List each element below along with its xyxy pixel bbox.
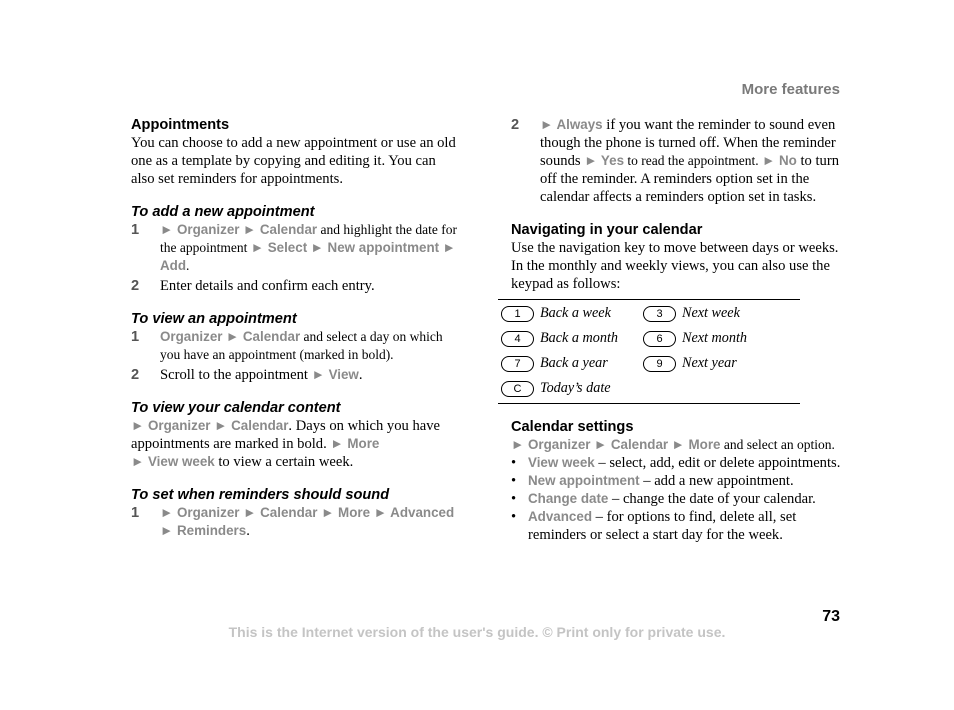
list-item: • Change date – change the date of your calendar. (511, 491, 816, 507)
step-number: 1 (131, 222, 140, 238)
step-text: to read the appointment. (624, 153, 762, 168)
keypad-table (498, 299, 800, 404)
menu-calendar: ► Calendar (225, 329, 301, 344)
menu-more: ► More (321, 505, 371, 520)
page-number: 73 (822, 608, 840, 625)
option-text: – select, add, edit or delete appointments. (594, 455, 841, 471)
calendar-settings-heading: Calendar settings (511, 419, 634, 435)
key-label: Next week (682, 305, 740, 321)
body-text: and select an option. (720, 437, 835, 452)
menu-calendar: ► Calendar (242, 222, 318, 237)
menu-calendar: ► Calendar (593, 437, 669, 452)
option-text: – change the date of your calendar. (608, 491, 816, 507)
calendar-settings-intro (511, 436, 841, 454)
step-text: if you want the reminder to sound even though the phone is turned off. When the reminder sounds (540, 117, 836, 169)
menu-view-week: ► View week (131, 454, 215, 469)
step-number: 1 (131, 505, 140, 521)
menu-more: ► More (671, 437, 721, 452)
add-step-1 (131, 221, 461, 275)
menu-organizer: ► Organizer (160, 222, 240, 237)
appointments-heading: Appointments (131, 117, 230, 133)
key-label: Today’s date (540, 380, 611, 396)
menu-always: ► Always (540, 117, 603, 132)
reminders-heading: To set when reminders should sound (131, 487, 390, 503)
view-step-2 (131, 366, 461, 384)
option-term: Advanced (528, 509, 592, 524)
key-label: Back a week (540, 305, 611, 321)
list-item: • Advanced – for options to find, delete all, set reminders or select a start day for the week. (511, 509, 797, 543)
menu-organizer: ► Organizer (160, 505, 240, 520)
view-step-1 (131, 328, 461, 364)
add-appointment-heading: To add a new appointment (131, 204, 315, 220)
menu-advanced: ► Advanced (373, 505, 455, 520)
menu-calendar: ► Calendar (214, 418, 289, 433)
step-number: 2 (511, 117, 520, 133)
step-text: to turn off the reminder. A reminders option set in the calendar affects a reminders option set in tasks. (540, 153, 839, 205)
key-4: 4 (501, 331, 534, 347)
navigating-body: Use the navigation key to move between days or weeks. In the monthly and weekly views, you can also use the keypad as follows: (511, 240, 839, 292)
menu-view: ► View (311, 367, 359, 382)
key-label: Back a year (540, 355, 608, 371)
step-text: . (358, 367, 363, 383)
appointments-body: You can choose to add a new appointment or use an old one as a template by copying and editing it. You can also set reminders for appointments. (131, 135, 456, 187)
option-text: – for options to find, delete all, set reminders or select a start day for the week. (528, 509, 797, 543)
option-term: Change date (528, 491, 609, 506)
body-text: to view a certain week. (214, 454, 354, 470)
keypad-row (498, 376, 800, 401)
key-6: 6 (643, 331, 676, 347)
step-number: 1 (131, 329, 140, 345)
key-7: 7 (501, 356, 534, 372)
step-text: and select a day on which you have an appointment (marked in bold). (160, 329, 443, 362)
menu-no: ► No (762, 153, 797, 168)
footer-notice: This is the Internet version of the user's guide. © Print only for private use. (228, 624, 726, 640)
key-3: 3 (643, 306, 676, 322)
view-content-heading: To view your calendar content (131, 400, 341, 416)
key-label: Next year (682, 355, 737, 371)
menu-organizer: Organizer (160, 329, 223, 344)
menu-select: ► Select (250, 240, 308, 255)
step-text: . (186, 258, 190, 273)
keypad-row (498, 326, 800, 351)
key-1: 1 (501, 306, 534, 322)
key-9: 9 (643, 356, 676, 372)
section-header: More features (741, 81, 840, 98)
menu-reminders: ► Reminders (160, 523, 247, 538)
menu-yes: ► Yes (584, 153, 625, 168)
option-term: New appointment (528, 473, 640, 488)
step-number: 2 (131, 367, 140, 383)
step-text: and highlight the date for the appointment (160, 222, 457, 255)
step-number: 2 (131, 278, 140, 294)
reminders-step-1 (131, 504, 461, 540)
key-c: C (501, 381, 534, 397)
navigating-heading: Navigating in your calendar (511, 222, 703, 238)
menu-new-appointment: ► New appointment (310, 240, 440, 255)
key-label: Back a month (540, 330, 619, 346)
menu-more: ► More (330, 436, 380, 451)
body-text: . Days on which you have appointments are marked in bold. (131, 418, 441, 452)
menu-organizer: ► Organizer (131, 418, 211, 433)
option-term: View week (528, 455, 595, 470)
list-item: • New appointment – add a new appointment. (511, 473, 794, 489)
keypad-row (498, 351, 800, 376)
reminders-step-2 (511, 116, 841, 206)
left-column (131, 116, 461, 540)
view-content-body (131, 417, 461, 471)
right-column (511, 116, 841, 544)
menu-organizer: ► Organizer (511, 437, 591, 452)
menu-calendar: ► Calendar (243, 505, 318, 520)
step-text: Scroll to the appointment (160, 367, 312, 383)
view-appointment-heading: To view an appointment (131, 311, 297, 327)
option-text: – add a new appointment. (639, 473, 794, 489)
step-text: Enter details and confirm each entry. (160, 278, 375, 294)
list-item: • View week – select, add, edit or delete appointments. (511, 455, 841, 471)
keypad-row (498, 301, 800, 326)
step-text: . (246, 523, 250, 539)
menu-add: ► Add (160, 240, 456, 273)
key-label: Next month (682, 330, 748, 346)
add-step-2 (131, 277, 461, 295)
